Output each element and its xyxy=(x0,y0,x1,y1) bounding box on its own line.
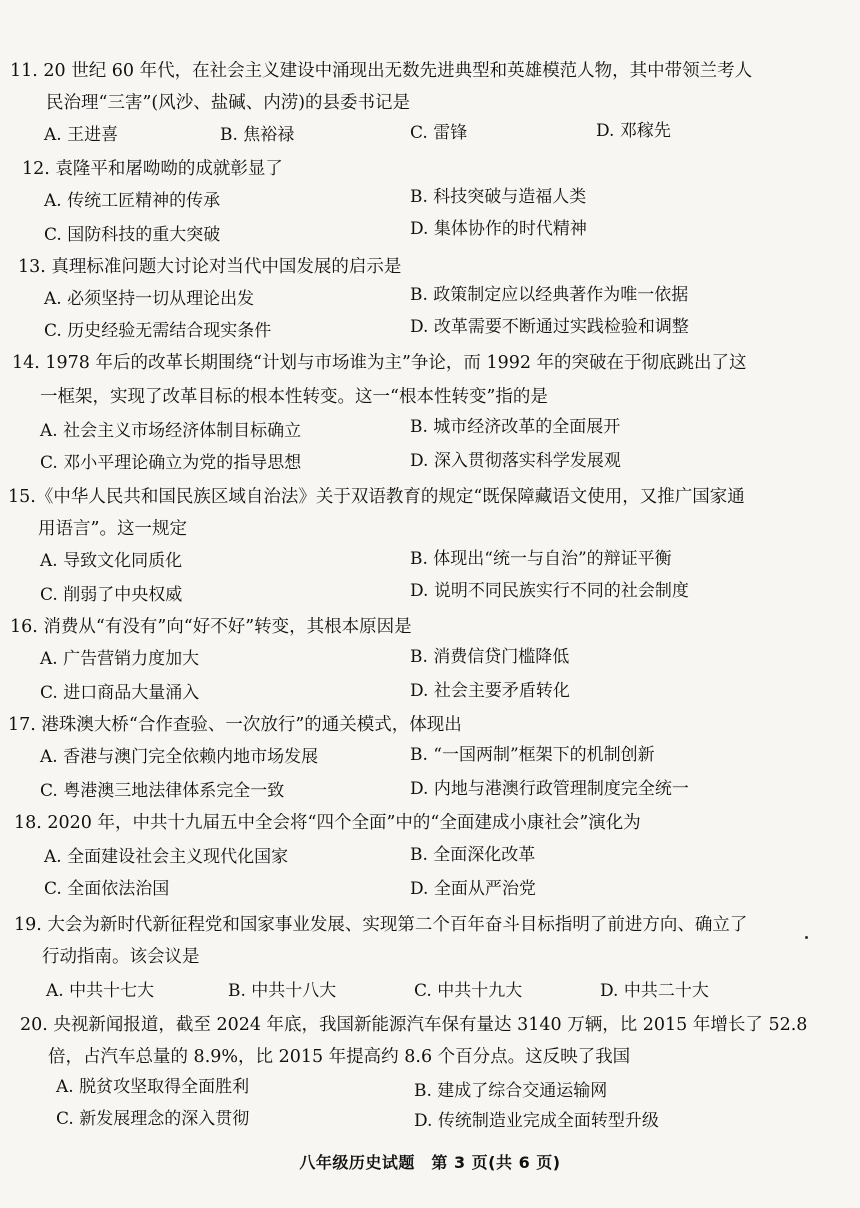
question-19-option-d[interactable]: D. 中共二十大 xyxy=(600,981,709,1001)
question-11-option-d[interactable]: D. 邓稼先 xyxy=(596,121,671,141)
question-14-stem-line-1: 14. 1978 年后的改革长期围绕“计划与市场谁为主”争论，而 1992 年的突破在于彻底跳出了这 xyxy=(12,353,747,373)
question-13-option-c[interactable]: C. 历史经验无需结合现实条件 xyxy=(44,321,272,341)
question-15-option-a[interactable]: A. 导致文化同质化 xyxy=(40,551,183,571)
question-15-option-c[interactable]: C. 削弱了中央权威 xyxy=(40,585,183,605)
question-18-option-d[interactable]: D. 全面从严治党 xyxy=(410,879,536,899)
question-16-option-a[interactable]: A. 广告营销力度加大 xyxy=(40,649,200,669)
question-13-stem: 13. 真理标准问题大讨论对当代中国发展的启示是 xyxy=(18,257,402,277)
question-12-option-b[interactable]: B. 科技突破与造福人类 xyxy=(410,187,587,207)
question-12-stem: 12. 袁隆平和屠呦呦的成就彰显了 xyxy=(22,159,283,179)
question-17-stem: 17. 港珠澳大桥“合作查验、一次放行”的通关模式，体现出 xyxy=(8,715,462,735)
question-13-option-a[interactable]: A. 必须坚持一切从理论出发 xyxy=(44,289,255,309)
question-19-option-c[interactable]: C. 中共十九大 xyxy=(414,981,523,1001)
question-20-option-d[interactable]: D. 传统制造业完成全面转型升级 xyxy=(414,1111,659,1131)
question-16-option-b[interactable]: B. 消费信贷门槛降低 xyxy=(410,647,570,667)
question-17-option-b[interactable]: B. “一国两制”框架下的机制创新 xyxy=(410,745,655,765)
question-12-option-d[interactable]: D. 集体协作的时代精神 xyxy=(410,219,587,239)
question-15-option-d[interactable]: D. 说明不同民族实行不同的社会制度 xyxy=(410,581,689,601)
question-15-stem-line-1: 15.《中华人民共和国民族区域自治法》关于双语教育的规定“既保障藏语文使用，又推广国家通 xyxy=(8,487,745,507)
question-18-option-b[interactable]: B. 全面深化改革 xyxy=(410,845,536,865)
question-11-option-a[interactable]: A. 王进喜 xyxy=(44,125,119,145)
question-14-stem-line-2: 一框架，实现了改革目标的根本性转变。这一“根本性转变”指的是 xyxy=(40,387,548,407)
question-16-option-d[interactable]: D. 社会主要矛盾转化 xyxy=(410,681,570,701)
question-11-stem-line-2: 民治理“三害”(风沙、盐碱、内涝)的县委书记是 xyxy=(46,93,411,113)
question-17-option-d[interactable]: D. 内地与港澳行政管理制度完全统一 xyxy=(410,779,689,799)
scan-speck xyxy=(805,936,808,939)
question-20-option-c[interactable]: C. 新发展理念的深入贯彻 xyxy=(56,1109,250,1129)
question-20-option-b[interactable]: B. 建成了综合交通运输网 xyxy=(414,1081,608,1101)
question-12-option-a[interactable]: A. 传统工匠精神的传承 xyxy=(44,191,221,211)
question-17-option-a[interactable]: A. 香港与澳门完全依赖内地市场发展 xyxy=(40,747,319,767)
question-20-option-a[interactable]: A. 脱贫攻坚取得全面胜利 xyxy=(56,1077,250,1097)
question-11-stem-line-1: 11. 20 世纪 60 年代，在社会主义建设中涌现出无数先进典型和英雄模范人物，其中带领兰考人 xyxy=(10,61,753,81)
question-16-stem: 16. 消费从“有没有”向“好不好”转变，其根本原因是 xyxy=(10,617,412,637)
question-19-stem-line-2: 行动指南。该会议是 xyxy=(42,947,200,967)
question-18-option-c[interactable]: C. 全面依法治国 xyxy=(44,879,170,899)
question-14-option-c[interactable]: C. 邓小平理论确立为党的指导思想 xyxy=(40,453,302,473)
question-17-option-c[interactable]: C. 粤港澳三地法律体系完全一致 xyxy=(40,781,285,801)
question-14-option-d[interactable]: D. 深入贯彻落实科学发展观 xyxy=(410,451,621,471)
question-19-option-b[interactable]: B. 中共十八大 xyxy=(228,981,337,1001)
question-20-stem-line-1: 20. 央视新闻报道，截至 2024 年底，我国新能源汽车保有量达 3140 万辆，比 2015 年增长了 52.8 xyxy=(20,1015,808,1035)
question-11-option-b[interactable]: B. 焦裕禄 xyxy=(220,125,295,145)
question-11-option-c[interactable]: C. 雷锋 xyxy=(410,123,468,143)
question-18-stem: 18. 2020 年，中共十九届五中全会将“四个全面”中的“全面建成小康社会”演化为 xyxy=(14,813,641,833)
question-18-option-a[interactable]: A. 全面建设社会主义现代化国家 xyxy=(44,847,289,867)
question-15-stem-line-2: 用语言”。这一规定 xyxy=(38,519,187,539)
question-13-option-d[interactable]: D. 改革需要不断通过实践检验和调整 xyxy=(410,317,689,337)
question-15-option-b[interactable]: B. 体现出“统一与自治”的辩证平衡 xyxy=(410,549,672,569)
question-13-option-b[interactable]: B. 政策制定应以经典著作为唯一依据 xyxy=(410,285,689,305)
question-19-stem-line-1: 19. 大会为新时代新征程党和国家事业发展、实现第二个百年奋斗目标指明了前进方向、确立了 xyxy=(14,915,748,935)
question-20-stem-line-2: 倍，占汽车总量的 8.9%，比 2015 年提高约 8.6 个百分点。这反映了我国 xyxy=(48,1047,631,1067)
question-14-option-a[interactable]: A. 社会主义市场经济体制目标确立 xyxy=(40,421,302,441)
question-12-option-c[interactable]: C. 国防科技的重大突破 xyxy=(44,225,221,245)
page-footer: 八年级历史试题 第 3 页(共 6 页) xyxy=(299,1153,561,1172)
question-14-option-b[interactable]: B. 城市经济改革的全面展开 xyxy=(410,417,621,437)
question-16-option-c[interactable]: C. 进口商品大量涌入 xyxy=(40,683,200,703)
question-19-option-a[interactable]: A. 中共十七大 xyxy=(46,981,155,1001)
